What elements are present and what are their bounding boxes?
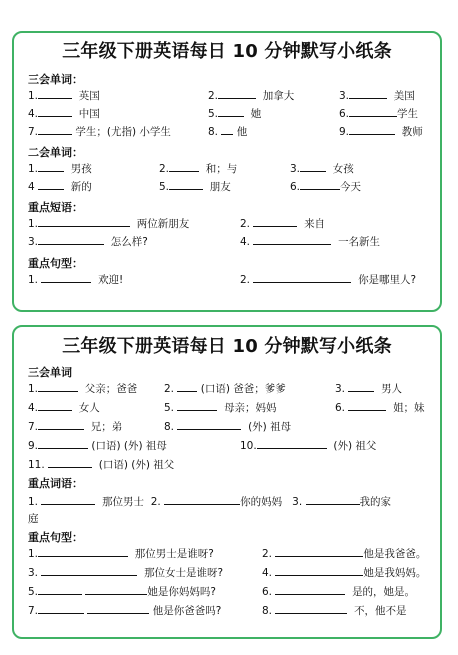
section-heading: 三会单词： (28, 73, 83, 86)
exercise-row (14, 456, 440, 475)
blank-item: 2. 来自 (240, 215, 325, 233)
blank-item: 6. 是的，她是。 (262, 583, 415, 601)
blank-item: 2. 你是哪里人? (240, 271, 416, 289)
blank-item: 5. 朋友 (159, 178, 231, 196)
blank-item: 6. 今天 (290, 178, 361, 196)
exercise-row (14, 399, 440, 418)
blank-item: 6. 学生 (339, 105, 418, 123)
exercise-row (14, 178, 440, 196)
blank-item: 1. 欢迎! (28, 271, 123, 289)
exercise-row (14, 160, 440, 178)
blank-item: 1. 父亲；爸爸 (28, 380, 137, 398)
card-title: 三年级下册英语每日 10 分钟默写小纸条 (62, 336, 392, 357)
blank-item: 2. 加拿大 (208, 87, 294, 105)
dictation-card-1 (12, 31, 442, 312)
section-heading: 二会单词： (28, 146, 83, 159)
blank-item: 1. 英国 (28, 87, 100, 105)
exercise-row (14, 271, 440, 289)
blank-item: 7. 他是你爸爸吗? (28, 602, 221, 620)
section-heading: 三会单词 (28, 366, 72, 379)
section-heading: 重点句型： (28, 257, 83, 270)
exercise-row (14, 437, 440, 456)
blank-item: 9. 教师 (339, 123, 423, 141)
blank-item: 3. 女孩 (290, 160, 354, 178)
blank-item: 11. (口语) (外) 祖父 (28, 456, 174, 474)
exercise-row (14, 602, 440, 621)
blank-item: 7. 兄；弟 (28, 418, 122, 436)
blank-item: 5. 母亲；妈妈 (164, 399, 277, 417)
blank-item: 3. 那位女士是谁呀? (28, 564, 223, 582)
exercise-row (14, 564, 440, 583)
blank-item: 4. 中国 (28, 105, 100, 123)
blank-item: 9. (口语) (外) 祖母 (28, 437, 167, 455)
blank-item: 2. 他是我爸爸。 (262, 545, 426, 563)
card-title: 三年级下册英语每日 10 分钟默写小纸条 (62, 41, 392, 62)
blank-item: 1. 男孩 (28, 160, 92, 178)
blank-item: 8. (外) 祖母 (164, 418, 291, 436)
blank-item: 7. 学生；(尤指) 小学生 (28, 123, 171, 141)
blank-item: 5. 她 (208, 105, 261, 123)
blank-item: 2. (口语) 爸爸；爹爹 (164, 380, 286, 398)
blank-item: 4 新的 (28, 178, 92, 196)
blank-item: 8. 不，他不是 (262, 602, 407, 620)
exercise-row (14, 123, 440, 141)
exercise-row (14, 418, 440, 437)
blank-item: 1. 两位新朋友 (28, 215, 189, 233)
blank-item: 3. 美国 (339, 87, 415, 105)
blank-item: 1. 那位男士是谁呀? (28, 545, 214, 563)
blank-item: 6. 姐；妹 (335, 399, 425, 417)
blank-item: 4. 女人 (28, 399, 100, 417)
blank-item: 10. (外) 祖父 (240, 437, 376, 455)
blank-item: 5. 她是你妈妈吗? (28, 583, 216, 601)
exercise-row (14, 545, 440, 564)
exercise-row (14, 87, 440, 105)
exercise-row (14, 380, 440, 399)
wrapped-phrase-row: 1. 那位男士 2. 你的妈妈 3. 我的家 庭 (14, 493, 440, 528)
exercise-row (14, 233, 440, 251)
dictation-card-2 (12, 325, 442, 639)
exercise-row (14, 215, 440, 233)
blank-item: 2. 和；与 (159, 160, 237, 178)
blank-item: 4. 她是我妈妈。 (262, 564, 426, 582)
section-heading: 重点句型： (28, 531, 83, 544)
section-heading: 重点词语： (28, 477, 83, 490)
exercise-row (14, 105, 440, 123)
exercise-row (14, 583, 440, 602)
blank-item: 4. 一名新生 (240, 233, 380, 251)
blank-item: 3. 男人 (335, 380, 402, 398)
section-heading: 重点短语： (28, 201, 83, 214)
blank-item: 8. 他 (208, 123, 247, 141)
blank-item: 3. 怎么样? (28, 233, 148, 251)
